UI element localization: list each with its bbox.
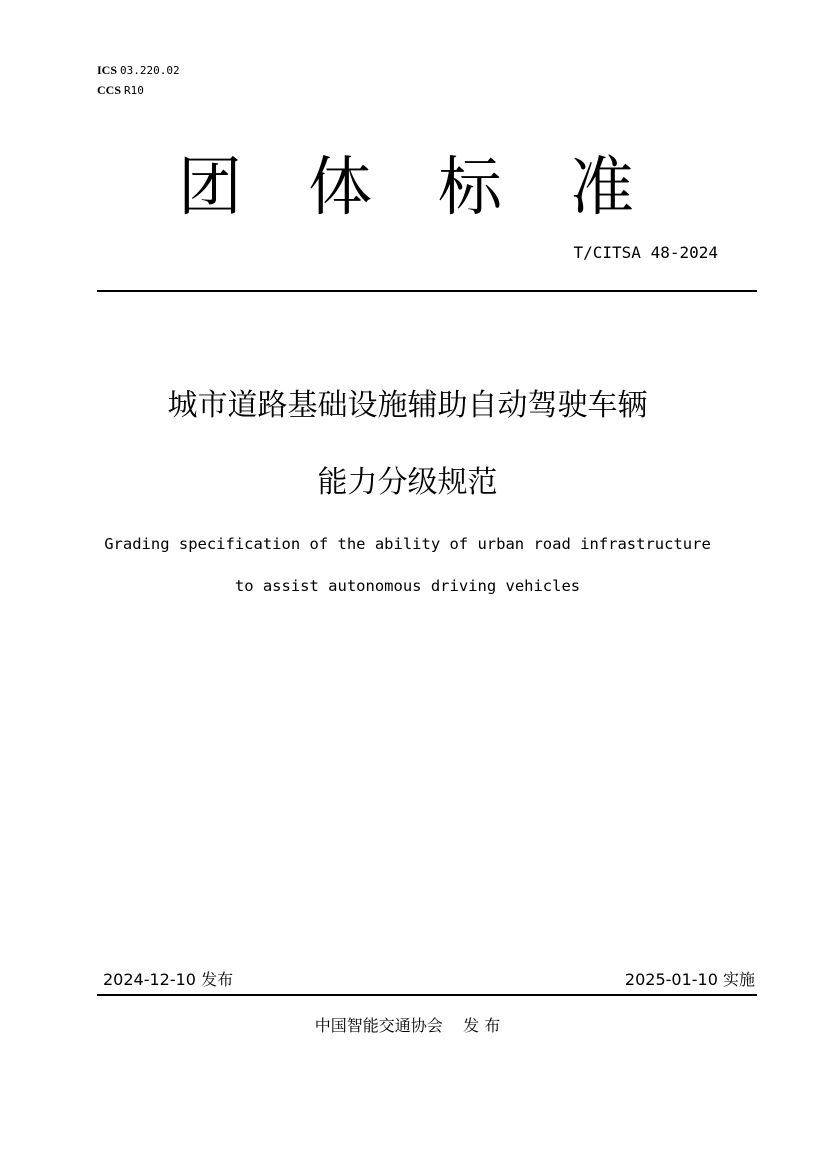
publisher: 中国智能交通协会 发 布 bbox=[314, 1016, 501, 1035]
ccs-label: CCS bbox=[97, 83, 122, 97]
title-en-line2: to assist autonomous driving vehicles bbox=[234, 577, 581, 595]
implement-date: 2025-01-10 实施 bbox=[624, 970, 755, 989]
title-en-line1: Grading specification of the ability of urban road infrastructure bbox=[104, 535, 711, 553]
standard-number: T/CITSA 48-2024 bbox=[573, 243, 718, 262]
ics-label: ICS bbox=[97, 63, 118, 77]
standard-type-heading bbox=[0, 148, 815, 228]
title-zh-line2: 能力分级规范 bbox=[317, 465, 498, 500]
heading-char: 团 bbox=[178, 151, 242, 225]
ccs-code bbox=[97, 82, 144, 99]
heading-char: 体 bbox=[308, 151, 372, 225]
footer-divider bbox=[97, 994, 757, 996]
heading-char: 标 bbox=[438, 151, 502, 225]
title-zh-line1: 城市道路基础设施辅助自动驾驶车辆 bbox=[167, 388, 648, 423]
issue-date: 2024-12-10 发布 bbox=[103, 970, 234, 989]
header-divider bbox=[97, 290, 757, 292]
heading-char: 准 bbox=[570, 151, 634, 225]
ccs-value: R10 bbox=[124, 84, 144, 97]
ics-code bbox=[97, 62, 180, 79]
ics-value: 03.220.02 bbox=[120, 64, 180, 77]
